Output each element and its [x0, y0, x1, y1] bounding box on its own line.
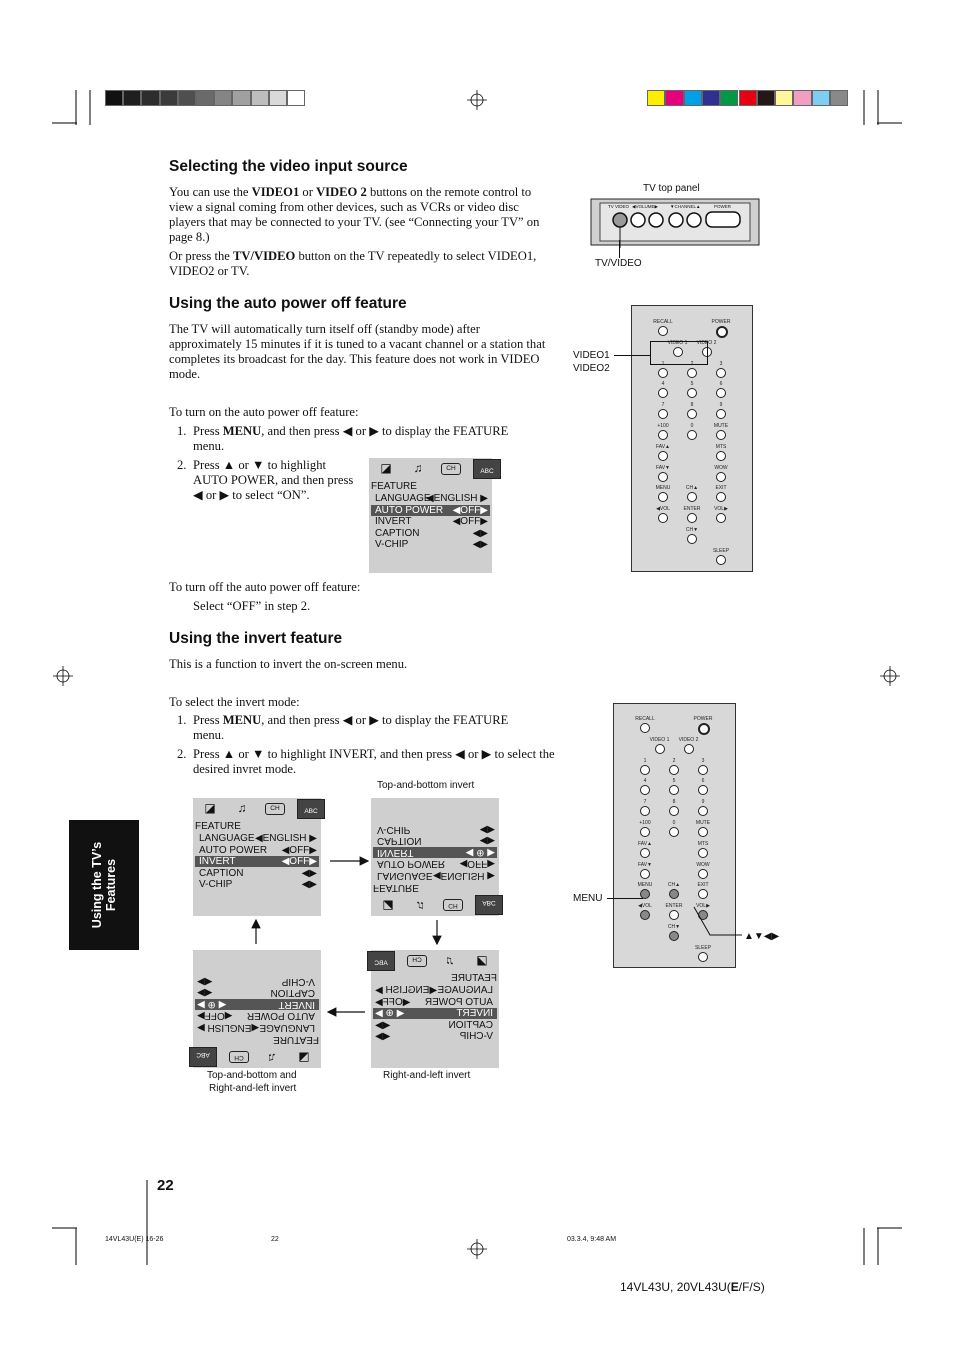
model-numbers: 14VL43U, 20VL43U(E/F/S)	[620, 1280, 765, 1294]
osd-icon-row	[193, 798, 321, 820]
remote-button-n7[interactable]	[658, 409, 668, 419]
invert-step-2-number: 2.	[177, 747, 187, 761]
osd-row-value: ◀OFF▶	[281, 856, 317, 868]
remote-button-n100[interactable]	[658, 430, 668, 440]
remote-button-mute[interactable]	[698, 827, 708, 837]
osd-icon-row	[369, 458, 492, 480]
caption-right-left-invert: Right-and-left invert	[383, 1070, 471, 1081]
osd-row-value: ◀▶	[301, 867, 317, 879]
osd-row-label: INVERT	[278, 998, 315, 1010]
audio-icon: ♫	[267, 1051, 277, 1065]
remote-button-power[interactable]	[716, 326, 728, 338]
footer-page: 22	[271, 1236, 279, 1243]
invert-step-1-number: 1.	[177, 713, 187, 727]
remote-button-n5[interactable]	[687, 388, 697, 398]
video-buttons-highlight	[650, 341, 708, 365]
remote-button-n9[interactable]	[698, 806, 708, 816]
ch-icon: CH	[229, 1051, 249, 1063]
audio-icon: ♫	[413, 461, 423, 475]
osd-icon-row	[193, 1046, 321, 1068]
osd-row-label: CAPTION	[375, 527, 420, 539]
remote-button-sleep[interactable]	[716, 555, 726, 565]
remote-button-n100[interactable]	[640, 827, 650, 837]
osd-row-value: ◀▶	[479, 835, 495, 847]
remote-label-power: POWER	[711, 319, 731, 325]
remote-button-n6[interactable]	[716, 388, 726, 398]
calibration-swatch	[684, 90, 702, 106]
osd-menu-title: FEATURE	[451, 973, 497, 984]
osd-row-label: CAPTION	[377, 835, 422, 847]
osd-row-label: AUTO POWER	[199, 844, 268, 856]
remote-label-ch-up: CH▲	[685, 485, 699, 492]
remote-label-exit: EXIT	[715, 485, 727, 492]
footer-file: 14VL43U(E) 16-26	[105, 1236, 164, 1243]
remote-button-recall[interactable]	[658, 326, 668, 336]
remote-label-video1: VIDEO 1	[649, 736, 670, 743]
remote-button-n3[interactable]	[698, 765, 708, 775]
calibration-swatch	[123, 90, 141, 106]
remote-label-mts: MTS	[697, 840, 709, 847]
calibration-swatch	[647, 90, 665, 106]
osd-row-value: ◀▶	[472, 539, 488, 551]
remote-label-n5: 5	[690, 381, 694, 388]
osd-menu-title: FEATURE	[373, 882, 419, 893]
calibration-swatch	[251, 90, 269, 106]
osd-menu-row	[371, 539, 490, 550]
osd-menu-row	[373, 824, 497, 835]
remote-label-enter: ENTER	[665, 903, 683, 910]
remote-label-recall: RECALL	[635, 716, 655, 722]
calibration-swatch	[793, 90, 811, 106]
remote-button-n4[interactable]	[640, 785, 650, 795]
audio-icon: ♫	[237, 801, 247, 815]
panel-label-tv-video: TV VIDEO	[608, 204, 630, 209]
osd-row-value: ◀▶	[197, 987, 213, 999]
remote-label-n8: 8	[690, 402, 694, 409]
remote-label-n9: 9	[701, 799, 705, 806]
remote-button-n4[interactable]	[658, 388, 668, 398]
picture-icon: ◪	[476, 953, 488, 967]
remote-label-vol-up: VOL▶	[714, 506, 728, 513]
osd-row-value: ◀OFF▶	[281, 844, 317, 856]
osd-row-label: V-CHIP	[377, 823, 411, 835]
remote-label-n9: 9	[719, 402, 723, 409]
calibration-swatch	[702, 90, 720, 106]
osd-row-label: LANGUAGE	[259, 1022, 315, 1033]
invert-flow-arrows	[190, 840, 510, 1030]
remote-label-ch-up: CH▲	[667, 882, 681, 889]
feature-icon: ABC	[367, 951, 395, 971]
calibration-swatch	[287, 90, 305, 106]
remote-label-n7: 7	[661, 402, 665, 409]
osd-row-label: CAPTION	[448, 1019, 493, 1031]
remote-label-video1: VIDEO 1	[667, 339, 688, 346]
side-tab	[69, 820, 139, 950]
remote-button-vol-down[interactable]	[658, 513, 668, 523]
osd-row-label: INVERT	[377, 846, 414, 858]
remote-label-vol-up: VOL▶	[696, 903, 710, 910]
osd-menu-row	[371, 528, 490, 539]
feature-icon: ABC	[189, 1047, 217, 1067]
remote-label-mts: MTS	[715, 443, 727, 450]
picture-icon: ◪	[298, 1051, 310, 1065]
remote-button-recall[interactable]	[640, 723, 650, 733]
osd-row-value: ◀ENGLISH ▶	[432, 870, 495, 881]
feature-icon: ABC	[297, 799, 325, 819]
caption-top-bottom-invert: Top-and-bottom invert	[377, 780, 475, 791]
picture-icon: ◪	[380, 461, 392, 475]
osd-row-value: ◀OFF▶	[197, 1010, 233, 1022]
calibration-swatch	[757, 90, 775, 106]
remote-label-n1: 1	[661, 360, 665, 367]
remote-label-sleep: SLEEP	[712, 547, 730, 554]
caption-both-invert-line2: Right-and-left invert	[209, 1083, 297, 1094]
remote-button-n8[interactable]	[669, 806, 679, 816]
calibration-swatch	[739, 90, 757, 106]
tv-video-label: TV/VIDEO	[595, 258, 642, 269]
menu-leader-line	[607, 898, 643, 899]
calibration-swatch	[105, 90, 123, 106]
osd-row-label: LANGUAGE	[377, 870, 433, 881]
osd-row-value: ◀▶	[375, 1031, 391, 1043]
osd-menu-row	[371, 505, 490, 516]
turn-off-step: Select “OFF” in step 2.	[193, 599, 311, 613]
osd-row-label: INVERT	[199, 856, 236, 868]
remote-label-mute: MUTE	[695, 820, 711, 826]
remote-button-n2[interactable]	[669, 765, 679, 775]
osd-row-label: CAPTION	[199, 867, 244, 879]
remote-button-n5[interactable]	[669, 785, 679, 795]
remote-label-n7: 7	[643, 799, 647, 806]
osd-row-value: ◀▶	[301, 879, 317, 891]
video-leader-line	[614, 355, 650, 356]
tv-top-panel-figure	[590, 198, 760, 248]
invert-paragraph: This is a function to invert the on-screen menu.	[169, 657, 408, 671]
auto-step-2-number: 2.	[177, 458, 187, 472]
picture-icon: ◪	[382, 899, 394, 913]
auto-step-1: Press MENU, and then press ◀ or ▶ to display the FEATURE menu.	[193, 424, 509, 453]
section-title-invert: Using the invert feature	[169, 630, 343, 647]
remote-label-fav-down: FAV▼	[637, 861, 653, 868]
remote-label-recall: RECALL	[653, 319, 673, 325]
osd-row-label: AUTO POWER	[424, 996, 493, 1008]
remote-button-enter[interactable]	[669, 910, 679, 920]
remote-button-n1[interactable]	[640, 765, 650, 775]
footer-timestamp: 03.3.4, 9:48 AM	[567, 1236, 617, 1243]
audio-icon: ♫	[445, 953, 455, 967]
turn-off-intro: To turn off the auto power off feature:	[169, 580, 361, 594]
osd-row-value: ◀▶	[375, 1019, 391, 1031]
remote-button-vol-up[interactable]	[716, 513, 726, 523]
osd-menu-title: FEATURE	[371, 481, 417, 492]
remote-label-fav-up: FAV▲	[637, 840, 653, 847]
page-number: 22	[157, 1177, 174, 1194]
section-title-video-input: Selecting the video input source	[169, 158, 408, 175]
remote-button-ch-down[interactable]	[687, 534, 697, 544]
osd-row-value: ◀ ⊕ ▶	[197, 998, 227, 1010]
osd-row-label: INVERT	[375, 516, 412, 528]
osd-menu-title: FEATURE	[273, 1034, 319, 1045]
remote-button-fav-up[interactable]	[640, 848, 650, 858]
remote-button-mts[interactable]	[716, 451, 726, 461]
remote-label-menu: MENU	[655, 485, 671, 492]
section-title-auto-power: Using the auto power off feature	[169, 295, 407, 312]
invert-step-1: Press MENU, and then press ◀ or ▶ to display the FEATURE menu.	[193, 713, 509, 742]
remote-label-ch-down: CH▼	[685, 527, 699, 533]
tv-video-leader-line	[619, 240, 620, 258]
osd-row-value: ◀ENGLISH ▶	[197, 1022, 260, 1033]
remote-button-n1[interactable]	[658, 368, 668, 378]
remote-label-n6: 6	[701, 778, 705, 785]
osd-row-label: INVERT	[456, 1008, 493, 1020]
ch-icon: CH	[443, 899, 463, 911]
remote-button-fav-up[interactable]	[658, 451, 668, 461]
calibration-swatch	[665, 90, 683, 106]
remote-button-wow[interactable]	[716, 472, 726, 482]
remote-label-video2: VIDEO 2	[696, 339, 717, 346]
remote-label-vol-down: ◀VOL	[638, 903, 652, 910]
osd-row-value: ◀ENGLISH ▶	[254, 833, 317, 844]
remote-button-fav-down[interactable]	[658, 472, 668, 482]
remote-button-n0[interactable]	[669, 827, 679, 837]
panel-label-channel: ▼CHANNEL▲	[670, 204, 701, 209]
remote-label-vol-down: ◀VOL	[656, 506, 670, 513]
remote-button-n8[interactable]	[687, 409, 697, 419]
osd-menu-row	[371, 493, 490, 504]
picture-icon: ◪	[204, 801, 216, 815]
calibration-swatch	[720, 90, 738, 106]
osd-row-value: ◀OFF▶	[452, 504, 488, 516]
calibration-swatch	[269, 90, 287, 106]
audio-icon: ♫	[415, 899, 425, 913]
osd-menu-row	[371, 516, 490, 527]
remote-button-n6[interactable]	[698, 785, 708, 795]
menu-label: MENU	[573, 893, 603, 904]
osd-row-value: ◀▶	[472, 527, 488, 539]
ch-icon: CH	[407, 955, 427, 967]
remote-label-video2: VIDEO 2	[678, 736, 699, 743]
osd-row-value: ◀OFF▶	[452, 516, 488, 528]
remote-label-mute: MUTE	[713, 423, 729, 429]
remote-button-n7[interactable]	[640, 806, 650, 816]
video-input-paragraph-2: Or press the TV/VIDEO button on the TV repeatedly to select VIDEO1, VIDEO2 or TV.	[169, 249, 537, 278]
video-input-paragraph-1: You can use the VIDEO1 or VIDEO 2 buttons on the remote control to view a signal coming from other devices, such as VCRs or video disc players that may be connected to your TV. (see “Connecting your TV” on page 8.)	[169, 185, 540, 244]
calibration-swatch	[160, 90, 178, 106]
auto-step-2: Press ▲ or ▼ to highlight AUTO POWER, and then press ◀ or ▶ to select “ON”.	[193, 458, 354, 502]
side-tab-text: Using the TV’s Features	[90, 841, 118, 929]
panel-label-power: POWER	[714, 204, 732, 209]
arrows-leader-line	[690, 905, 750, 940]
remote-label-n4: 4	[643, 778, 647, 785]
remote-button-n9[interactable]	[716, 409, 726, 419]
remote-button-video2[interactable]	[684, 744, 694, 754]
osd-row-label: LANGUAGE	[199, 833, 255, 844]
remote-button-exit[interactable]	[698, 889, 708, 899]
osd-row-value: ◀▶	[479, 823, 495, 835]
osd-row-label: V-CHIP	[199, 879, 233, 891]
remote-label-n2: 2	[672, 757, 676, 764]
remote-label-n4: 4	[661, 381, 665, 388]
osd-row-label: LANGUAGE	[375, 493, 431, 504]
osd-row-value: ◀OFF▶	[375, 996, 411, 1008]
remote-label-n3: 3	[719, 360, 723, 367]
caption-both-invert-line1: Top-and-bottom and	[207, 1070, 297, 1081]
remote-button-enter[interactable]	[687, 513, 697, 523]
remote-label-n8: 8	[672, 799, 676, 806]
calibration-swatch	[775, 90, 793, 106]
remote-label-wow: WOW	[696, 861, 710, 868]
osd-row-label: AUTO POWER	[246, 1010, 315, 1022]
remote-button-n0[interactable]	[687, 430, 697, 440]
remote-button-ch-down[interactable]	[669, 931, 679, 941]
video2-label: VIDEO2	[573, 363, 610, 374]
remote-button-vol-down[interactable]	[640, 910, 650, 920]
remote-button-fav-down[interactable]	[640, 869, 650, 879]
remote-label-n5: 5	[672, 778, 676, 785]
video1-label: VIDEO1	[573, 350, 610, 361]
osd-row-value: ◀ENGLISH ▶	[425, 493, 488, 504]
remote-button-exit[interactable]	[716, 492, 726, 502]
remote-label-n100: +100	[657, 423, 669, 429]
osd-row-label: CAPTION	[270, 987, 315, 999]
calibration-swatch	[214, 90, 232, 106]
ch-icon: CH	[265, 803, 285, 815]
invert-select-intro: To select the invert mode:	[169, 695, 300, 709]
calibration-swatch	[830, 90, 848, 106]
osd-row-value: ◀▶	[197, 975, 213, 987]
osd-row-value: ◀ ⊕ ▶	[465, 846, 495, 858]
remote-button-wow[interactable]	[698, 869, 708, 879]
osd-row-value: ◀ENGLISH ▶	[375, 985, 438, 996]
turn-on-intro: To turn on the auto power off feature:	[169, 405, 359, 419]
calibration-swatch	[178, 90, 196, 106]
osd-feature-menu-auto-power	[369, 458, 492, 573]
remote-label-sleep: SLEEP	[694, 944, 712, 951]
remote-button-mts[interactable]	[698, 848, 708, 858]
osd-row-label: V-CHIP	[375, 539, 409, 551]
tv-top-panel-caption: TV top panel	[643, 183, 700, 194]
feature-icon: ABC	[475, 895, 503, 915]
remote-label-n3: 3	[701, 757, 705, 764]
remote-button-n2[interactable]	[687, 368, 697, 378]
remote-label-n0: 0	[672, 820, 676, 826]
remote-button-power[interactable]	[698, 723, 710, 735]
invert-step-2: Press ▲ or ▼ to highlight INVERT, and then press ◀ or ▶ to select the desired invret mode.	[193, 747, 555, 776]
remote-label-n1: 1	[643, 757, 647, 764]
remote-label-exit: EXIT	[697, 882, 709, 889]
feature-icon: ABC	[473, 459, 501, 479]
remote-label-enter: ENTER	[683, 506, 701, 513]
osd-row-value: ◀ ⊕ ▶	[375, 1008, 405, 1020]
osd-row-value: ◀OFF▶	[459, 858, 495, 870]
remote-button-menu[interactable]	[658, 492, 668, 502]
remote-label-n0: 0	[690, 423, 694, 429]
auto-power-paragraph: The TV will automatically turn itself off (standby mode) after approximately 15 minutes if it is tuned to a vacant channel or a station that completes its broadcast for the day. This feature does not work in VIDEO mode.	[169, 322, 546, 381]
remote-label-fav-down: FAV▼	[655, 464, 671, 471]
calibration-swatch	[141, 90, 159, 106]
remote-label-menu: MENU	[637, 882, 653, 889]
remote-label-n100: +100	[639, 820, 651, 826]
osd-row-label: V-CHIP	[459, 1031, 493, 1043]
remote-button-ch-up[interactable]	[669, 889, 679, 899]
remote-button-sleep[interactable]	[698, 952, 708, 962]
osd-row-label: V-CHIP	[281, 975, 315, 987]
arrows-label: ▲▼◀▶	[744, 931, 780, 942]
panel-label-volume: ◀VOLUME▶	[632, 204, 658, 209]
ch-icon: CH	[441, 463, 461, 475]
calibration-swatch	[812, 90, 830, 106]
remote-button-mute[interactable]	[716, 430, 726, 440]
calibration-swatch	[232, 90, 250, 106]
osd-menu-title: FEATURE	[195, 821, 241, 832]
remote-button-ch-up[interactable]	[687, 492, 697, 502]
calibration-swatch	[196, 90, 214, 106]
remote-button-video1[interactable]	[655, 744, 665, 754]
auto-step-1-number: 1.	[177, 424, 187, 438]
osd-row-label: AUTO POWER	[377, 858, 446, 870]
remote-label-fav-up: FAV▲	[655, 443, 671, 450]
osd-row-label: LANGUAGE	[437, 985, 493, 996]
remote-label-power: POWER	[693, 716, 713, 722]
remote-label-n6: 6	[719, 381, 723, 388]
osd-row-label: AUTO POWER	[375, 504, 444, 516]
remote-button-n3[interactable]	[716, 368, 726, 378]
osd-menu-row	[373, 1031, 497, 1042]
remote-label-n2: 2	[690, 360, 694, 367]
remote-label-wow: WOW	[714, 464, 728, 471]
remote-label-ch-down: CH▼	[667, 924, 681, 930]
